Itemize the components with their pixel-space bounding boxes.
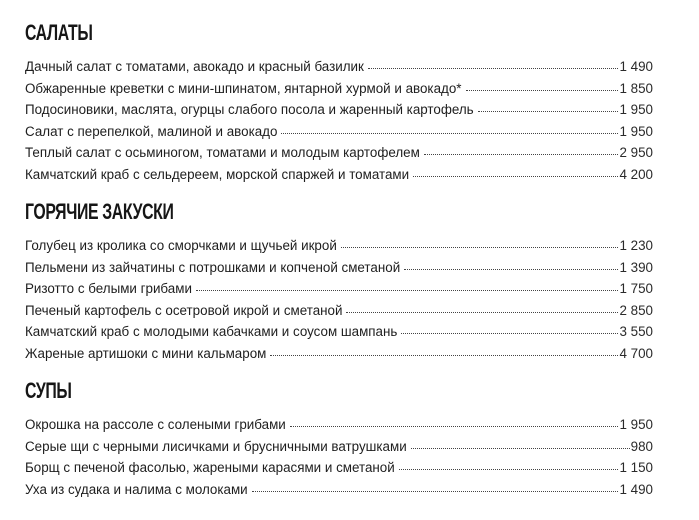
menu-item — [25, 479, 653, 501]
menu-item — [25, 56, 653, 78]
item-price: 1 390 — [619, 259, 653, 275]
item-name: Камчатский краб с молодыми кабачками и соусом шампань — [25, 324, 398, 340]
item-list — [25, 235, 653, 365]
dot-leader — [466, 90, 619, 91]
item-name: Обжаренные креветки с мини-шпинатом, янтарной хурмой и авокадо* — [25, 80, 462, 96]
item-list — [25, 56, 653, 186]
menu-item — [25, 235, 653, 257]
item-name: Дачный салат с томатами, авокадо и красный базилик — [25, 59, 364, 74]
item-list — [25, 414, 653, 500]
item-name: Жареные артишоки с мини кальмаром — [25, 345, 267, 361]
dot-leader — [399, 469, 619, 470]
item-name: Пельмени из зайчатины с потрошками и копченой сметаной — [25, 259, 401, 275]
menu-item — [25, 142, 653, 164]
item-price: 4 200 — [619, 166, 653, 182]
dot-leader — [368, 68, 619, 69]
item-price: 1 750 — [619, 281, 653, 297]
menu-item — [25, 321, 653, 343]
item-price: 1 490 — [619, 481, 653, 497]
item-price: 1 950 — [619, 102, 653, 118]
menu-item — [25, 343, 653, 365]
item-name: Салат с перепелкой, малиной и авокадо — [25, 123, 278, 139]
item-price: 980 — [630, 438, 653, 454]
section-soups — [25, 378, 653, 500]
item-price: 1 490 — [619, 59, 653, 74]
menu-item — [25, 78, 653, 100]
dot-leader — [270, 355, 618, 356]
item-name: Окрошка на рассоле с солеными грибами — [25, 417, 286, 432]
menu-item — [25, 164, 653, 186]
item-price: 1 950 — [619, 123, 653, 139]
menu-item — [25, 436, 653, 458]
section-hot-appetizers — [25, 199, 653, 365]
item-name: Ризотто с белыми грибами — [25, 281, 192, 297]
item-price: 1 950 — [619, 417, 653, 432]
menu-item — [25, 99, 653, 121]
dot-leader — [290, 426, 619, 427]
item-price: 3 550 — [619, 324, 653, 340]
dot-leader — [341, 247, 619, 248]
item-name: Теплый салат с осьминогом, томатами и молодым картофелем — [25, 145, 420, 161]
item-price: 4 700 — [619, 345, 653, 361]
item-name: Борщ с печеной фасолью, жареными карасями и сметаной — [25, 460, 395, 476]
item-price: 2 950 — [619, 145, 653, 161]
menu-item — [25, 121, 653, 143]
item-price: 1 850 — [619, 80, 653, 96]
item-price: 2 850 — [619, 302, 653, 318]
menu-item — [25, 457, 653, 479]
dot-leader — [281, 133, 618, 134]
item-price: 1 150 — [619, 460, 653, 476]
section-title: ГОРЯЧИЕ ЗАКУСКИ — [25, 199, 174, 224]
dot-leader — [196, 290, 619, 291]
dot-leader — [346, 312, 618, 313]
section-title: СУПЫ — [25, 378, 72, 403]
dot-leader — [411, 448, 630, 449]
dot-leader — [424, 154, 619, 155]
dot-leader — [404, 269, 618, 270]
menu-item — [25, 278, 653, 300]
item-name: Камчатский краб с сельдереем, морской спаржей и томатами — [25, 166, 410, 182]
dot-leader — [401, 333, 618, 334]
dot-leader — [252, 491, 619, 492]
menu-item — [25, 414, 653, 436]
item-name: Серые щи с черными лисичками и брусничными ватрушками — [25, 438, 407, 454]
item-name: Голубец из кролика со сморчками и щучьей икрой — [25, 238, 337, 253]
item-name: Печеный картофель с осетровой икрой и сметаной — [25, 302, 343, 318]
item-name: Подосиновики, маслята, огурцы слабого посола и жаренный картофель — [25, 102, 474, 118]
item-price: 1 230 — [619, 238, 653, 253]
item-name: Уха из судака и налима с молоками — [25, 481, 248, 497]
section-title: САЛАТЫ — [25, 20, 93, 45]
menu-item — [25, 257, 653, 279]
section-salads — [25, 20, 653, 186]
dot-leader — [413, 176, 618, 177]
dot-leader — [478, 111, 619, 112]
menu-item — [25, 300, 653, 322]
